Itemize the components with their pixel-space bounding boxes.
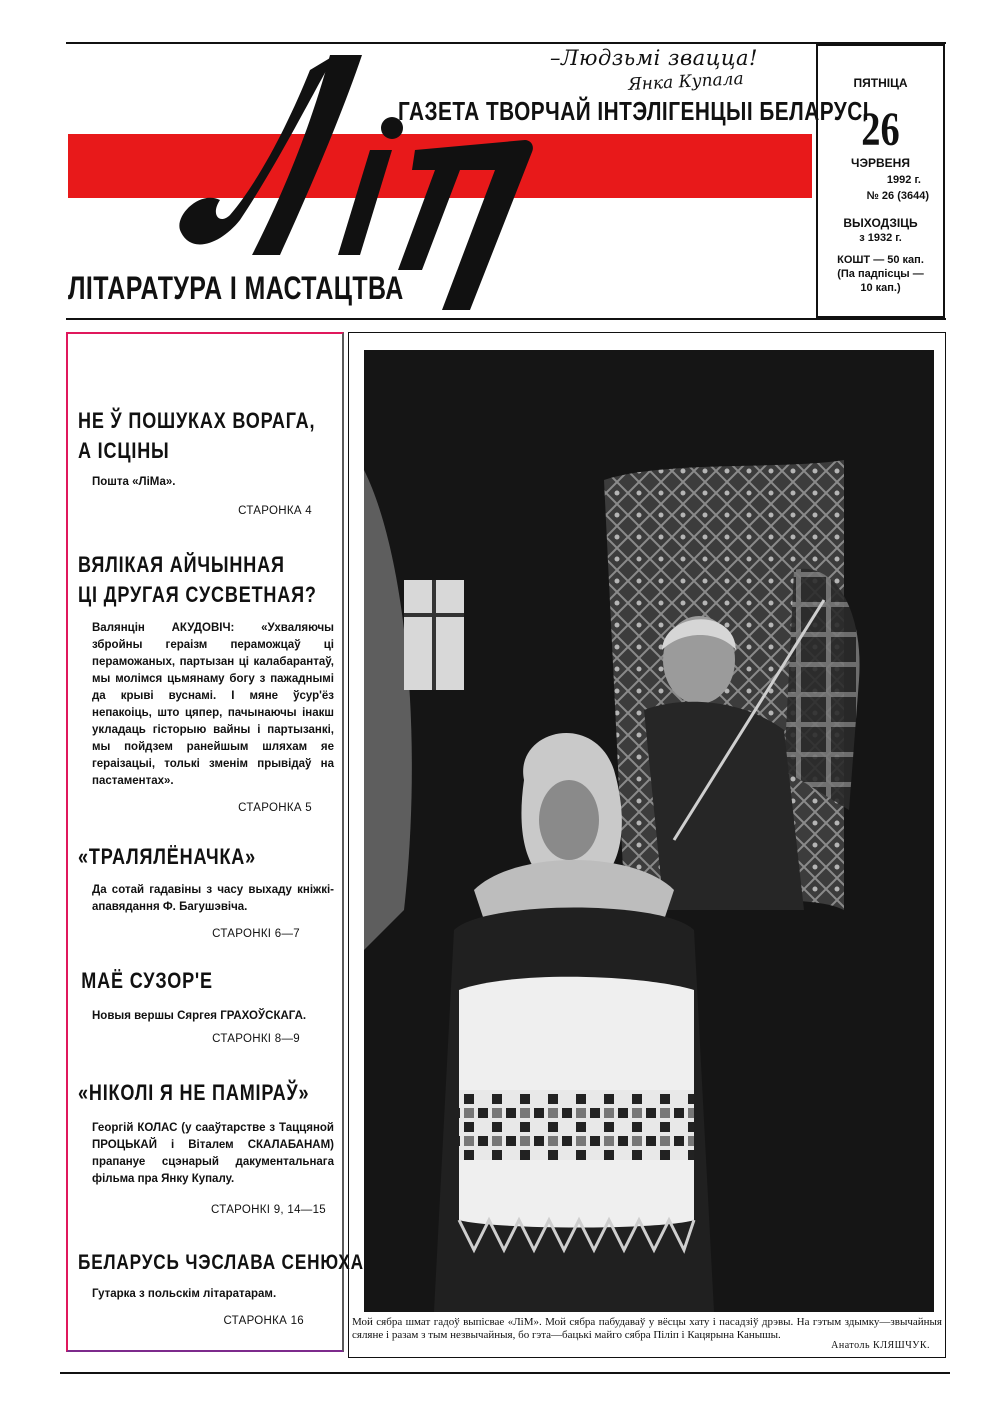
contents-item[interactable] <box>78 842 334 940</box>
issue-year: 1992 г. <box>886 174 921 186</box>
issue-weekday: ПЯТНІЦА <box>853 76 908 90</box>
contents-page-ref: СТАРОНКІ 8—9 <box>212 1033 300 1045</box>
contents-page-ref: СТАРОНКІ 9, 14—15 <box>211 1204 326 1216</box>
contents-blurb: Да сотай гадавіны з часу выхаду кніжкі-апавядання Ф. Багушэвіча. <box>92 884 334 913</box>
contents-item[interactable] <box>78 406 334 517</box>
contents-item[interactable] <box>78 1078 334 1216</box>
cover-photo[interactable] <box>364 350 934 1312</box>
contents-headline: «НІКОЛІ Я НЕ ПАМІРАЎ» <box>78 1080 310 1105</box>
logo-letter-i <box>338 150 392 255</box>
motto-signature: Янка Купала <box>627 68 745 96</box>
contents-headline: ВЯЛІКАЯ АЙЧЫННАЯ <box>78 552 285 577</box>
contents-headline: ЦІ ДРУГАЯ СУСВЕТНАЯ? <box>78 582 317 607</box>
contents-blurb: Пошта «ЛіМа». <box>92 476 176 488</box>
issue-day: 26 <box>861 103 900 156</box>
contents-headline: НЕ Ў ПОШУКАХ ВОРАГА, <box>78 408 316 433</box>
contents-blurb: Валянцін АКУДОВІЧ: «Ухваляючы збройны гераізм пераможцаў ці пераможаных, партызан ці калабарантаў, мы молімся цьмянаму богу з пажаднымі да крыві вуснамі. І мяне ўсур'ёз непакоіць, што цяпер, пачынаючы інакш укладаць гісторыю вайны і партызанкі, мы пойдзем ранейшым шляхам яе гераізацыі, толькі зменім прывідаў на пастаментах». <box>92 622 334 787</box>
contents-headline: А ІСЦІНЫ <box>78 438 170 463</box>
published-since-label: ВЫХОДЗІЦЬ <box>843 216 918 230</box>
contents-item[interactable] <box>78 1248 364 1327</box>
contents-page-ref: СТАРОНКА 16 <box>223 1315 304 1327</box>
contents-box <box>66 332 364 1352</box>
subscription-price-line-1: (Па падпісцы — <box>837 268 924 280</box>
contents-blurb: Георгій КОЛАС (у сааўтарстве з Таццяной ПРОЦЬКАЙ і Віталем СКАЛАБАНАМ) прапануе сцэнарый дакументальнага фільма пра Янку Купалу. <box>92 1122 334 1185</box>
newspaper-subtitle: ГАЗЕТА ТВОРЧАЙ ІНТЭЛІГЕНЦЫІ БЕЛАРУСІ <box>398 96 869 126</box>
woman-face <box>539 780 599 860</box>
photo-credit: Анатоль КЛЯШЧУК. <box>831 1340 930 1351</box>
bottom-rule <box>60 1372 950 1374</box>
published-since-year: з 1932 г. <box>859 232 902 244</box>
photo-illustration <box>364 350 934 1312</box>
issue-info-box <box>816 44 945 318</box>
man-body <box>644 702 804 910</box>
contents-page-ref: СТАРОНКА 4 <box>238 505 312 517</box>
motto: –Людзьмі звацца! <box>550 46 758 70</box>
contents-blurb: Гутарка з польскім літаратарам. <box>92 1288 277 1300</box>
contents-headline: БЕЛАРУСЬ ЧЭСЛАВА СЕНЮХА <box>78 1251 364 1274</box>
photo-caption: Мой сябра шмат гадоў выпісвае «ЛіМ». Мой сябра пабудаваў у вёсцы хату і пасадзіў дрэвы. На гэтым здымку—звычайныя сяляне і разам з тым незвычайныя, бо гэта—бацькі майго сябра Піліп і Кацярына Канышы. <box>352 1316 942 1341</box>
issue-number: № 26 (3644) <box>866 190 929 202</box>
subscription-price-line-2: 10 кап.) <box>860 282 901 294</box>
issue-month: ЧЭРВЕНЯ <box>851 156 910 170</box>
contents-blurb: Новыя вершы Сяргея ГРАХОЎСКАГА. <box>92 1010 307 1022</box>
contents-item[interactable] <box>78 550 334 814</box>
contents-page-ref: СТАРОНКА 5 <box>238 802 312 814</box>
newspaper-full-title: ЛІТАРАТУРА І МАСТАЦТВА <box>68 270 404 306</box>
towel-pattern <box>459 1090 694 1160</box>
contents-page-ref: СТАРОНКІ 6—7 <box>212 928 300 940</box>
issue-price: КОШТ — 50 кап. <box>837 254 924 266</box>
logo-letter-m <box>398 140 533 310</box>
contents-item[interactable] <box>78 966 334 1045</box>
contents-headline: «ТРАЛЯЛЁНАЧКА» <box>78 844 257 869</box>
contents-headline: МАЁ СУЗОР'Е <box>81 968 213 993</box>
